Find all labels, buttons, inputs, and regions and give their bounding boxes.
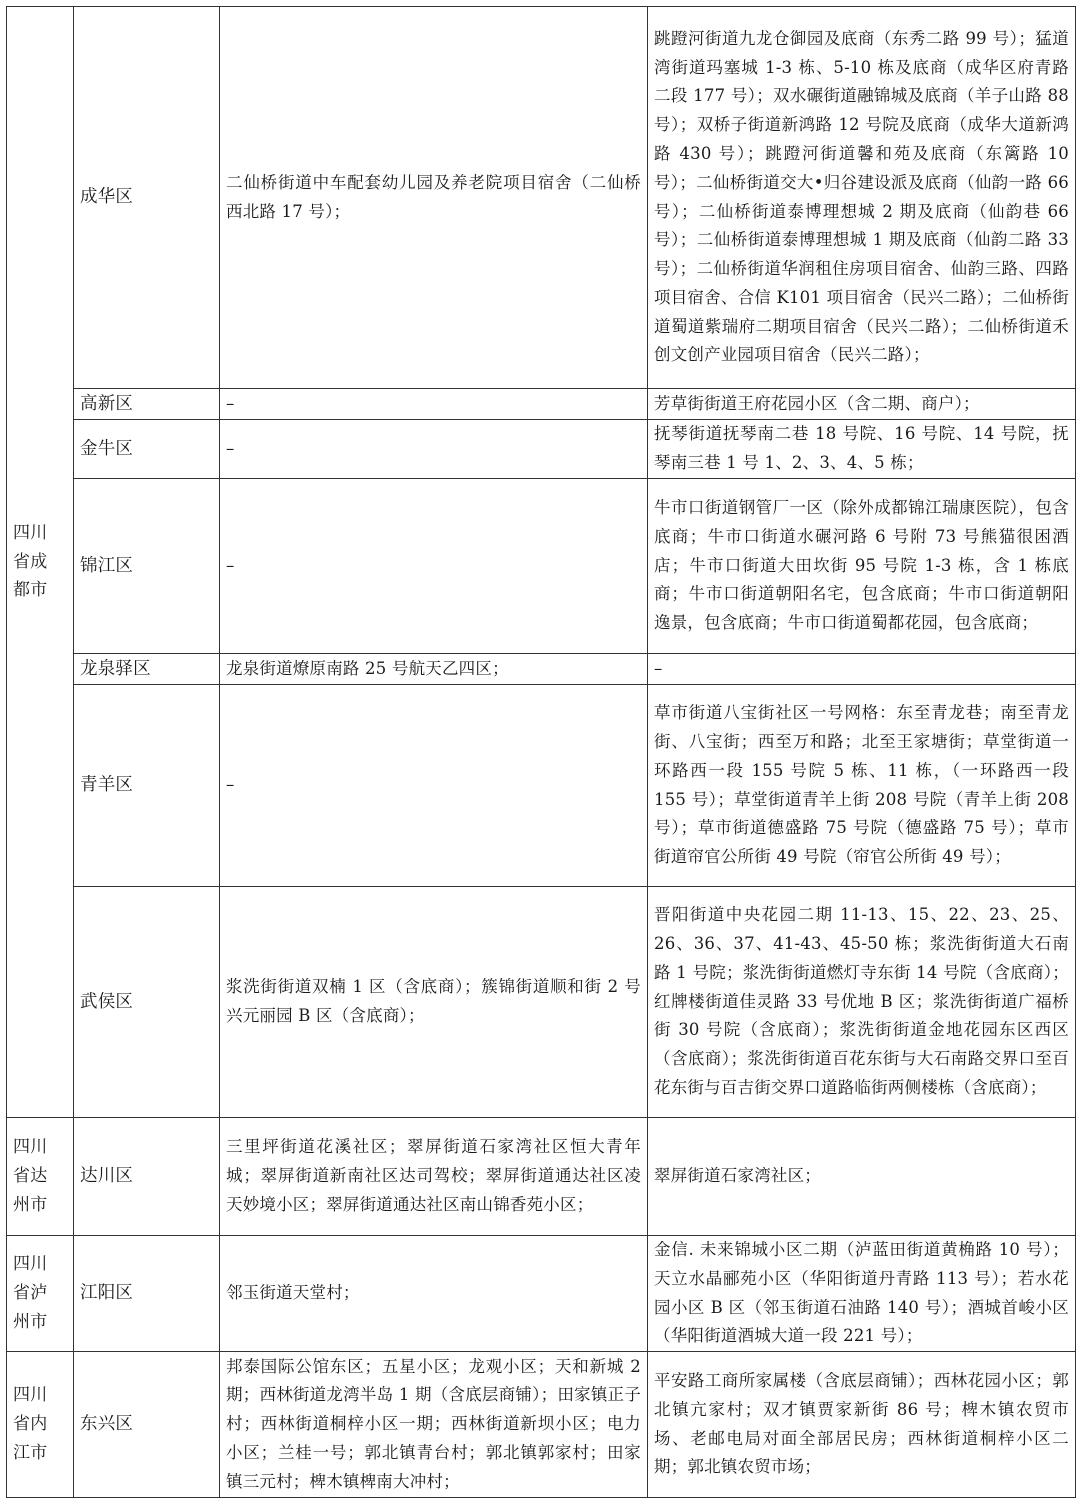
table-row (7, 654, 1076, 685)
table-row (7, 7, 1076, 389)
district-cell: 金牛区 (74, 420, 220, 479)
table-row (7, 685, 1076, 887)
city-name: 四川省泸州市 (13, 1254, 48, 1332)
area-cell: 三里坪街道花溪社区；翠屏街道石家湾社区恒大青年城；翠屏街道新南社区达司驾校；翠屏街道通达社区凌天妙境小区；翠屏街道通达社区南山锦香苑小区； (220, 1118, 648, 1236)
area-cell: – (220, 685, 648, 887)
area-cell: 金信. 未来锦城小区二期（泸蓝田街道黄桷路 10 号）；天立水晶郦苑小区（华阳街道丹青路 113 号）；若水花园小区 B 区（邻玉街道石油路 140 号）；酒城首峻小区（华阳街道酒城大道一段 221 号）； (648, 1236, 1076, 1352)
city-cell (7, 1118, 74, 1236)
district-cell: 锦江区 (74, 479, 220, 654)
table-row (7, 887, 1076, 1118)
district-cell: 高新区 (74, 389, 220, 420)
district-cell: 龙泉驿区 (74, 654, 220, 685)
table-row (7, 420, 1076, 479)
district-cell: 武侯区 (74, 887, 220, 1118)
table-row (7, 1236, 1076, 1352)
district-cell: 成华区 (74, 7, 220, 389)
district-cell: 达川区 (74, 1118, 220, 1236)
area-cell: – (220, 420, 648, 479)
city-cell (7, 1352, 74, 1498)
city-name: 四川省达州市 (13, 1137, 48, 1215)
area-cell: 草市街道八宝街社区一号网格：东至青龙巷；南至青龙街、八宝街；西至万和路；北至王家塘街；草堂街道一环路西一段 155 号院 5 栋、11 栋，（一环路西一段 155 号）；草堂街道青羊上街 208 号院（青羊上街 208 号）；草市街道德盛路 75 号院（德盛路 75 号）；草市街道帘官公所街 49 号院（帘官公所街 49 号）； (648, 685, 1076, 887)
area-cell: 跳蹬河街道九龙仓御园及底商（东秀二路 99 号）；猛道湾街道玛塞城 1-3 栋、5-10 栋及底商（成华区府青路二段 177 号）；双水碾街道融锦城及底商（羊子山路 88 号）；双桥子街道新鸿路 12 号院及底商（成华大道新鸿路 430 号）；跳蹬河街道馨和苑及底商（东篱路 10 号）；二仙桥街道交大•归谷建设派及底商（仙韵一路 66 号）；二仙桥街道泰博理想城 2 期及底商（仙韵巷 66 号）；二仙桥街道泰博理想城 1 期及底商（仙韵二路 33 号）；二仙桥街道华润租住房项目宿舍、仙韵三路、四路项目宿舍、合信 K101 项目宿舍（民兴二路）；二仙桥街道蜀道紫瑞府二期项目宿舍（民兴二路）；二仙桥街道禾创文创产业园项目宿舍（民兴二路）； (648, 7, 1076, 389)
area-cell: 邻玉街道天堂村； (220, 1236, 648, 1352)
area-cell: 邦泰国际公馆东区；五星小区；龙观小区；天和新城 2 期；西林街道龙湾半岛 1 期（含底层商铺）；田家镇正子村；西林街道桐梓小区一期；西林街道新坝小区；电力小区；兰桂一号；郭北镇青台村；郭北镇郭家村；田家镇三元村；椑木镇椑南大冲村； (220, 1352, 648, 1498)
area-cell: 晋阳街道中央花园二期 11-13、15、22、23、25、26、36、37、41-43、45-50 栋；浆洗街街道大石南路 1 号院；浆洗街街道燃灯寺东街 14 号院（含底商）；红牌楼街道佳灵路 33 号优地 B 区；浆洗街街道广福桥街 30 号院（含底商）；浆洗街街道金地花园东区西区（含底商）；浆洗街街道百花东街与大石南路交界口至百花东街与百吉街交界口道路临街两侧楼栋（含底商）； (648, 887, 1076, 1118)
district-cell: 东兴区 (74, 1352, 220, 1498)
area-cell: – (220, 479, 648, 654)
notice-table (6, 6, 1076, 1498)
area-cell: 翠屏街道石家湾社区； (648, 1118, 1076, 1236)
area-cell: 二仙桥街道中车配套幼儿园及养老院项目宿舍（二仙桥西北路 17 号）； (220, 7, 648, 389)
area-cell: 芳草街街道王府花园小区（含二期、商户）； (648, 389, 1076, 420)
area-cell: 抚琴街道抚琴南二巷 18 号院、16 号院、14 号院，抚琴南三巷 1 号 1、2、3、4、5 栋； (648, 420, 1076, 479)
city-name: 四川省成都市 (13, 522, 48, 601)
city-cell (7, 1236, 74, 1352)
table-row (7, 389, 1076, 420)
city-name: 四川省内江市 (13, 1385, 48, 1464)
area-cell: 龙泉街道燎原南路 25 号航天乙四区； (220, 654, 648, 685)
district-cell: 江阳区 (74, 1236, 220, 1352)
district-cell: 青羊区 (74, 685, 220, 887)
table-row (7, 479, 1076, 654)
area-cell: – (648, 654, 1076, 685)
city-cell (7, 7, 74, 1118)
area-cell: 牛市口街道钢管厂一区（除外成都锦江瑞康医院），包含底商；牛市口街道水碾河路 6 号附 73 号熊猫很困酒店；牛市口街道大田坎街 95 号院 1-3 栋，含 1 栋底商；牛市口街道朝阳名宅，包含底商；牛市口街道朝阳逸景，包含底商；牛市口街道蜀都花园，包含底商； (648, 479, 1076, 654)
table-row (7, 1352, 1076, 1498)
area-cell: 平安路工商所家属楼（含底层商铺）；西林花园小区；郭北镇亢家村；双才镇贾家新街 86 号；椑木镇农贸市场、老邮电局对面全部居民房；西林街道桐梓小区二期；郭北镇农贸市场； (648, 1352, 1076, 1498)
table-row (7, 1118, 1076, 1236)
area-cell: 浆洗街街道双楠 1 区（含底商）；簇锦街道顺和街 2 号兴元丽园 B 区（含底商）； (220, 887, 648, 1118)
area-cell: – (220, 389, 648, 420)
